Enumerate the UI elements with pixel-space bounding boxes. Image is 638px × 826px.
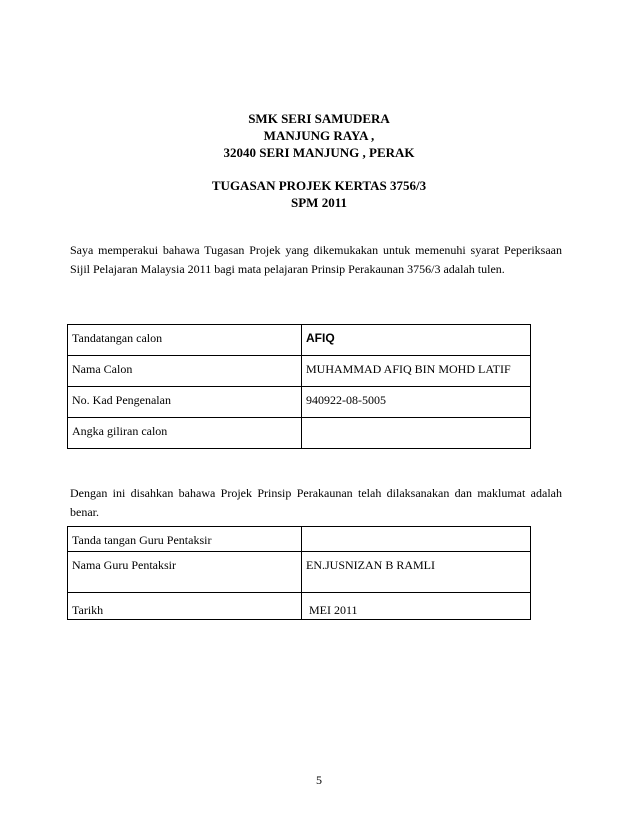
table-row: [68, 356, 531, 387]
school-address: 32040 SERI MANJUNG , PERAK: [223, 145, 415, 160]
date-label: Tarikh: [68, 593, 302, 620]
table-row: [68, 418, 531, 449]
assignment-paper: TUGASAN PROJEK KERTAS 3756/3: [211, 178, 427, 193]
assignment-title: [0, 177, 638, 211]
ic-number-label: No. Kad Pengenalan: [68, 387, 302, 418]
candidate-signature-value: AFIQ: [302, 325, 531, 356]
teacher-signature-label: Tanda tangan Guru Pentaksir: [68, 527, 302, 552]
teacher-table: [67, 526, 531, 620]
candidate-name-value: MUHAMMAD AFIQ BIN MOHD LATIF: [302, 356, 531, 387]
school-name: SMK SERI SAMUDERA: [248, 111, 390, 126]
index-number-label: Angka giliran calon: [68, 418, 302, 449]
school-header: [0, 110, 638, 161]
candidate-table: [67, 324, 531, 449]
ic-number-value: 940922-08-5005: [302, 387, 531, 418]
table-row: [68, 325, 531, 356]
table-row: [68, 552, 531, 593]
page-number: 5: [316, 773, 322, 787]
candidate-signature-label: Tandatangan calon: [68, 325, 302, 356]
teacher-name-label: Nama Guru Pentaksir: [68, 552, 302, 593]
table-row: [68, 527, 531, 552]
table-row: [68, 593, 531, 620]
assignment-year: SPM 2011: [291, 195, 347, 210]
verification-paragraph: Dengan ini disahkan bahawa Projek Prinsip Perakaunan telah dilaksanakan dan maklumat adalah benar.: [70, 486, 562, 519]
date-value: MEI 2011: [302, 593, 531, 620]
teacher-name-value: EN.JUSNIZAN B RAMLI: [302, 552, 531, 593]
teacher-signature-value: [302, 527, 531, 552]
declaration-paragraph: Saya memperakui bahawa Tugasan Projek yang dikemukakan untuk memenuhi syarat Peperiksaan Sijil Pelajaran Malaysia 2011 bagi mata pelajaran Prinsip Perakaunan 3756/3 adalah tulen.: [70, 243, 562, 276]
table-row: [68, 387, 531, 418]
candidate-name-label: Nama Calon: [68, 356, 302, 387]
index-number-value: [302, 418, 531, 449]
school-area: MANJUNG RAYA ,: [263, 128, 375, 143]
